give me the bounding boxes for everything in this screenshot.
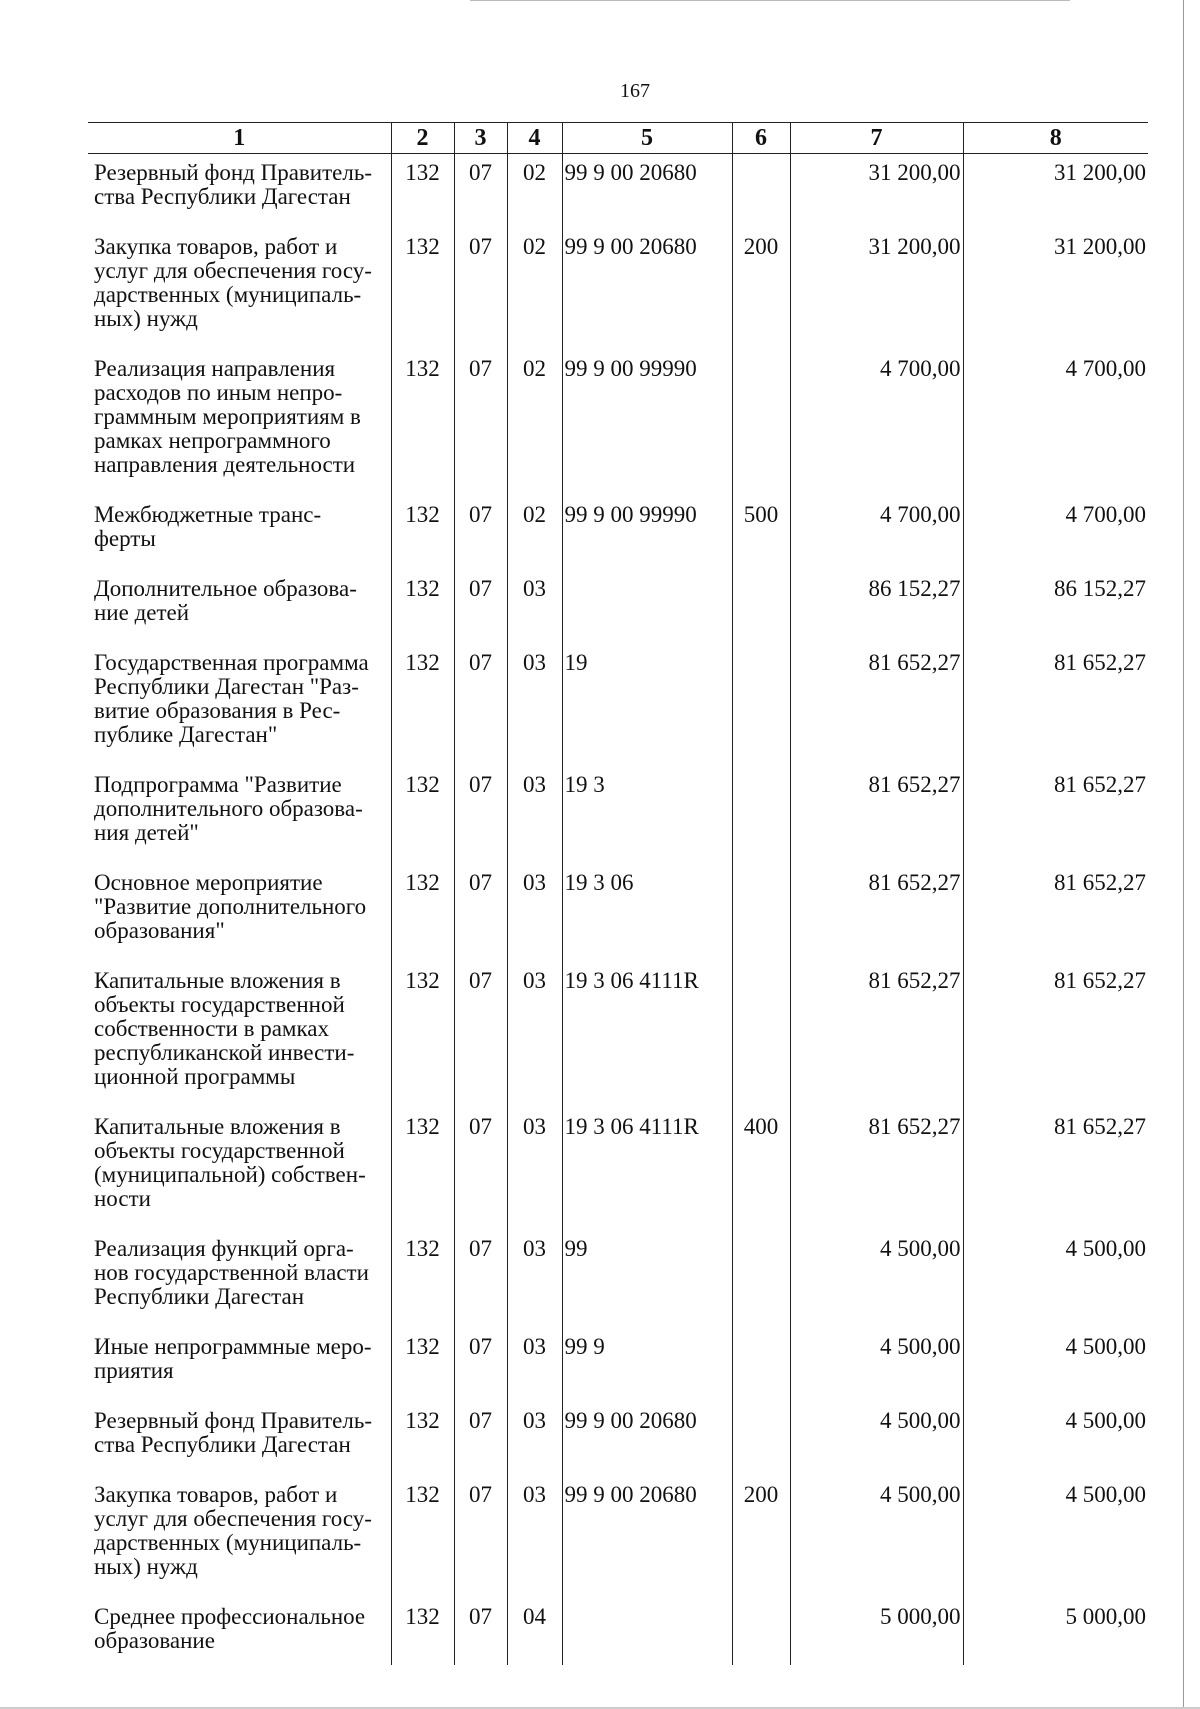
table-row xyxy=(88,350,1148,496)
item-name-line: Резервный фонд Правитель- xyxy=(94,160,372,185)
item-name-line: собственности в рамках xyxy=(94,1016,330,1041)
cell-section-code: 07 xyxy=(454,644,507,766)
header-col-3: 3 xyxy=(454,123,507,154)
cell-amount-col8: 4 700,00 xyxy=(963,496,1148,570)
cell-ministry-code: 132 xyxy=(391,644,454,766)
item-name-line: нов государственной власти xyxy=(94,1260,369,1285)
cell-expense-type xyxy=(732,1328,790,1402)
cell-target-article: 99 9 00 20680 xyxy=(562,154,732,229)
item-name-line: Закупка товаров, работ и xyxy=(94,1482,338,1507)
cell-subsection-code: 03 xyxy=(507,864,562,962)
cell-amount-col8: 5 000,00 xyxy=(963,1598,1148,1665)
item-name-line: объекты государственной xyxy=(94,992,345,1017)
cell-expense-type: 400 xyxy=(732,1108,790,1230)
cell-amount-col8: 4 700,00 xyxy=(963,350,1148,496)
cell-ministry-code: 132 xyxy=(391,1230,454,1328)
item-name-line: витие образования в Рес- xyxy=(94,698,341,723)
table-row xyxy=(88,1108,1148,1230)
cell-expense-type xyxy=(732,1230,790,1328)
scan-right-edge xyxy=(1183,0,1184,1709)
cell-subsection-code: 02 xyxy=(507,228,562,350)
item-name-line: Основное мероприятие xyxy=(94,870,323,895)
header-col-8: 8 xyxy=(963,123,1148,154)
cell-subsection-code: 03 xyxy=(507,766,562,864)
cell-amount-col8: 4 500,00 xyxy=(963,1476,1148,1598)
cell-item-name xyxy=(88,228,391,350)
item-name-line: ных) нужд xyxy=(94,1554,198,1579)
cell-amount-col8: 31 200,00 xyxy=(963,154,1148,229)
item-name-line: публике Дагестан" xyxy=(94,722,278,747)
item-name-line: Реализация функций орга- xyxy=(94,1236,354,1261)
cell-expense-type: 200 xyxy=(732,1476,790,1598)
cell-subsection-code: 04 xyxy=(507,1598,562,1665)
item-name-line: "Развитие дополнительного xyxy=(94,894,367,919)
cell-amount-col7: 4 700,00 xyxy=(790,496,963,570)
cell-subsection-code: 03 xyxy=(507,1108,562,1230)
cell-target-article: 99 9 00 99990 xyxy=(562,496,732,570)
table-row xyxy=(88,1230,1148,1328)
cell-item-name xyxy=(88,1328,391,1402)
item-name-line: Среднее профессиональное xyxy=(94,1604,366,1629)
item-name-line: образования" xyxy=(94,918,225,943)
header-col-6: 6 xyxy=(732,123,790,154)
cell-item-name xyxy=(88,962,391,1108)
cell-target-article xyxy=(562,1598,732,1665)
cell-amount-col7: 81 652,27 xyxy=(790,962,963,1108)
cell-subsection-code: 03 xyxy=(507,570,562,644)
table-row xyxy=(88,1598,1148,1665)
cell-amount-col7: 4 500,00 xyxy=(790,1476,963,1598)
cell-expense-type: 500 xyxy=(732,496,790,570)
cell-amount-col8: 81 652,27 xyxy=(963,962,1148,1108)
table-row xyxy=(88,644,1148,766)
table-row xyxy=(88,1402,1148,1476)
item-name-line: ния детей" xyxy=(94,820,199,845)
cell-amount-col7: 31 200,00 xyxy=(790,154,963,229)
cell-amount-col8: 81 652,27 xyxy=(963,864,1148,962)
cell-subsection-code: 03 xyxy=(507,1402,562,1476)
cell-subsection-code: 03 xyxy=(507,962,562,1108)
cell-ministry-code: 132 xyxy=(391,1328,454,1402)
cell-section-code: 07 xyxy=(454,1328,507,1402)
item-name-line: Дополнительное образова- xyxy=(94,576,357,601)
cell-amount-col8: 81 652,27 xyxy=(963,766,1148,864)
cell-target-article: 19 3 06 4111R xyxy=(562,1108,732,1230)
item-name-line: Капитальные вложения в xyxy=(94,1114,341,1139)
cell-ministry-code: 132 xyxy=(391,1598,454,1665)
item-name-line: Государственная программа xyxy=(94,650,369,675)
cell-section-code: 07 xyxy=(454,570,507,644)
item-name-line: Закупка товаров, работ и xyxy=(94,234,338,259)
cell-amount-col7: 81 652,27 xyxy=(790,766,963,864)
cell-expense-type xyxy=(732,1598,790,1665)
cell-target-article: 99 9 xyxy=(562,1328,732,1402)
item-name-line: республиканской инвести- xyxy=(94,1040,355,1065)
cell-subsection-code: 02 xyxy=(507,154,562,229)
cell-target-article: 99 9 00 20680 xyxy=(562,228,732,350)
cell-section-code: 07 xyxy=(454,350,507,496)
item-name-line: ние детей xyxy=(94,600,190,625)
cell-amount-col8: 81 652,27 xyxy=(963,1108,1148,1230)
item-name-line: ства Республики Дагестан xyxy=(94,1432,351,1457)
cell-ministry-code: 132 xyxy=(391,864,454,962)
table-row xyxy=(88,766,1148,864)
item-name-line: дарственных (муниципаль- xyxy=(94,282,362,307)
cell-amount-col7: 81 652,27 xyxy=(790,1108,963,1230)
table-row xyxy=(88,228,1148,350)
cell-expense-type xyxy=(732,962,790,1108)
cell-item-name xyxy=(88,644,391,766)
cell-ministry-code: 132 xyxy=(391,1108,454,1230)
cell-expense-type xyxy=(732,1402,790,1476)
item-name-line: ционной программы xyxy=(94,1064,296,1089)
cell-ministry-code: 132 xyxy=(391,154,454,229)
cell-expense-type xyxy=(732,644,790,766)
cell-item-name xyxy=(88,1230,391,1328)
item-name-line: Межбюджетные транс- xyxy=(94,502,322,527)
item-name-line: направления деятельности xyxy=(94,452,356,477)
cell-amount-col7: 4 500,00 xyxy=(790,1230,963,1328)
cell-amount-col7: 86 152,27 xyxy=(790,570,963,644)
cell-ministry-code: 132 xyxy=(391,1476,454,1598)
cell-subsection-code: 03 xyxy=(507,644,562,766)
scan-top-border xyxy=(470,0,1070,1)
cell-target-article: 99 9 00 99990 xyxy=(562,350,732,496)
header-col-1: 1 xyxy=(88,123,391,154)
cell-item-name xyxy=(88,766,391,864)
cell-amount-col7: 4 700,00 xyxy=(790,350,963,496)
cell-ministry-code: 132 xyxy=(391,1402,454,1476)
cell-expense-type xyxy=(732,350,790,496)
cell-item-name xyxy=(88,570,391,644)
header-col-5: 5 xyxy=(562,123,732,154)
item-name-line: приятия xyxy=(94,1358,174,1383)
cell-amount-col7: 81 652,27 xyxy=(790,644,963,766)
cell-target-article: 19 3 06 xyxy=(562,864,732,962)
cell-ministry-code: 132 xyxy=(391,570,454,644)
cell-section-code: 07 xyxy=(454,1598,507,1665)
cell-section-code: 07 xyxy=(454,962,507,1108)
item-name-line: граммным мероприятиям в xyxy=(94,404,361,429)
budget-table-container xyxy=(88,122,1148,1665)
cell-amount-col8: 86 152,27 xyxy=(963,570,1148,644)
cell-ministry-code: 132 xyxy=(391,350,454,496)
cell-section-code: 07 xyxy=(454,766,507,864)
cell-expense-type xyxy=(732,766,790,864)
header-col-7: 7 xyxy=(790,123,963,154)
item-name-line: Резервный фонд Правитель- xyxy=(94,1408,372,1433)
cell-ministry-code: 132 xyxy=(391,228,454,350)
cell-subsection-code: 02 xyxy=(507,496,562,570)
item-name-line: дополнительного образова- xyxy=(94,796,363,821)
cell-section-code: 07 xyxy=(454,1476,507,1598)
cell-section-code: 07 xyxy=(454,496,507,570)
cell-target-article: 19 3 xyxy=(562,766,732,864)
item-name-line: ных) нужд xyxy=(94,306,198,331)
cell-amount-col8: 4 500,00 xyxy=(963,1402,1148,1476)
item-name-line: услуг для обеспечения госу- xyxy=(94,258,372,283)
cell-target-article xyxy=(562,570,732,644)
cell-item-name xyxy=(88,350,391,496)
cell-amount-col8: 4 500,00 xyxy=(963,1328,1148,1402)
cell-item-name xyxy=(88,1476,391,1598)
cell-expense-type xyxy=(732,570,790,644)
item-name-line: ности xyxy=(94,1186,151,1211)
item-name-line: Республики Дагестан "Раз- xyxy=(94,674,359,699)
cell-amount-col7: 81 652,27 xyxy=(790,864,963,962)
cell-amount-col7: 5 000,00 xyxy=(790,1598,963,1665)
cell-amount-col7: 31 200,00 xyxy=(790,228,963,350)
table-row xyxy=(88,1328,1148,1402)
item-name-line: ства Республики Дагестан xyxy=(94,184,351,209)
page-number: 167 xyxy=(620,80,650,102)
cell-section-code: 07 xyxy=(454,1230,507,1328)
cell-ministry-code: 132 xyxy=(391,766,454,864)
cell-section-code: 07 xyxy=(454,228,507,350)
table-row xyxy=(88,154,1148,229)
cell-item-name xyxy=(88,496,391,570)
item-name-line: (муниципальной) собствен- xyxy=(94,1162,366,1187)
item-name-line: объекты государственной xyxy=(94,1138,345,1163)
item-name-line: Иные непрограммные меро- xyxy=(94,1334,372,1359)
cell-ministry-code: 132 xyxy=(391,962,454,1108)
cell-item-name xyxy=(88,154,391,229)
cell-target-article: 99 xyxy=(562,1230,732,1328)
table-row xyxy=(88,864,1148,962)
table-row xyxy=(88,496,1148,570)
table-row xyxy=(88,1476,1148,1598)
cell-ministry-code: 132 xyxy=(391,496,454,570)
cell-target-article: 19 3 06 4111R xyxy=(562,962,732,1108)
item-name-line: Реализация направления xyxy=(94,356,336,381)
table-row xyxy=(88,570,1148,644)
cell-expense-type xyxy=(732,864,790,962)
cell-target-article: 19 xyxy=(562,644,732,766)
cell-amount-col7: 4 500,00 xyxy=(790,1402,963,1476)
item-name-line: Подпрограмма "Развитие xyxy=(94,772,342,797)
table-row xyxy=(88,962,1148,1108)
budget-table xyxy=(88,122,1148,1665)
cell-amount-col8: 4 500,00 xyxy=(963,1230,1148,1328)
item-name-line: рамках непрограммного xyxy=(94,428,331,453)
cell-subsection-code: 02 xyxy=(507,350,562,496)
cell-section-code: 07 xyxy=(454,154,507,229)
cell-subsection-code: 03 xyxy=(507,1476,562,1598)
cell-item-name xyxy=(88,1108,391,1230)
cell-subsection-code: 03 xyxy=(507,1230,562,1328)
item-name-line: ферты xyxy=(94,526,156,551)
cell-amount-col8: 31 200,00 xyxy=(963,228,1148,350)
cell-section-code: 07 xyxy=(454,1108,507,1230)
item-name-line: услуг для обеспечения госу- xyxy=(94,1506,372,1531)
table-body xyxy=(88,154,1148,1666)
cell-subsection-code: 03 xyxy=(507,1328,562,1402)
item-name-line: Капитальные вложения в xyxy=(94,968,341,993)
cell-section-code: 07 xyxy=(454,1402,507,1476)
cell-target-article: 99 9 00 20680 xyxy=(562,1476,732,1598)
item-name-line: расходов по иным непро- xyxy=(94,380,343,405)
cell-expense-type: 200 xyxy=(732,228,790,350)
cell-item-name xyxy=(88,1598,391,1665)
cell-target-article: 99 9 00 20680 xyxy=(562,1402,732,1476)
cell-section-code: 07 xyxy=(454,864,507,962)
item-name-line: Республики Дагестан xyxy=(94,1284,304,1309)
cell-amount-col7: 4 500,00 xyxy=(790,1328,963,1402)
item-name-line: образование xyxy=(94,1628,215,1653)
header-col-4: 4 xyxy=(507,123,562,154)
table-header-row xyxy=(88,123,1148,154)
cell-item-name xyxy=(88,1402,391,1476)
header-col-2: 2 xyxy=(391,123,454,154)
cell-amount-col8: 81 652,27 xyxy=(963,644,1148,766)
item-name-line: дарственных (муниципаль- xyxy=(94,1530,362,1555)
cell-expense-type xyxy=(732,154,790,229)
cell-item-name xyxy=(88,864,391,962)
